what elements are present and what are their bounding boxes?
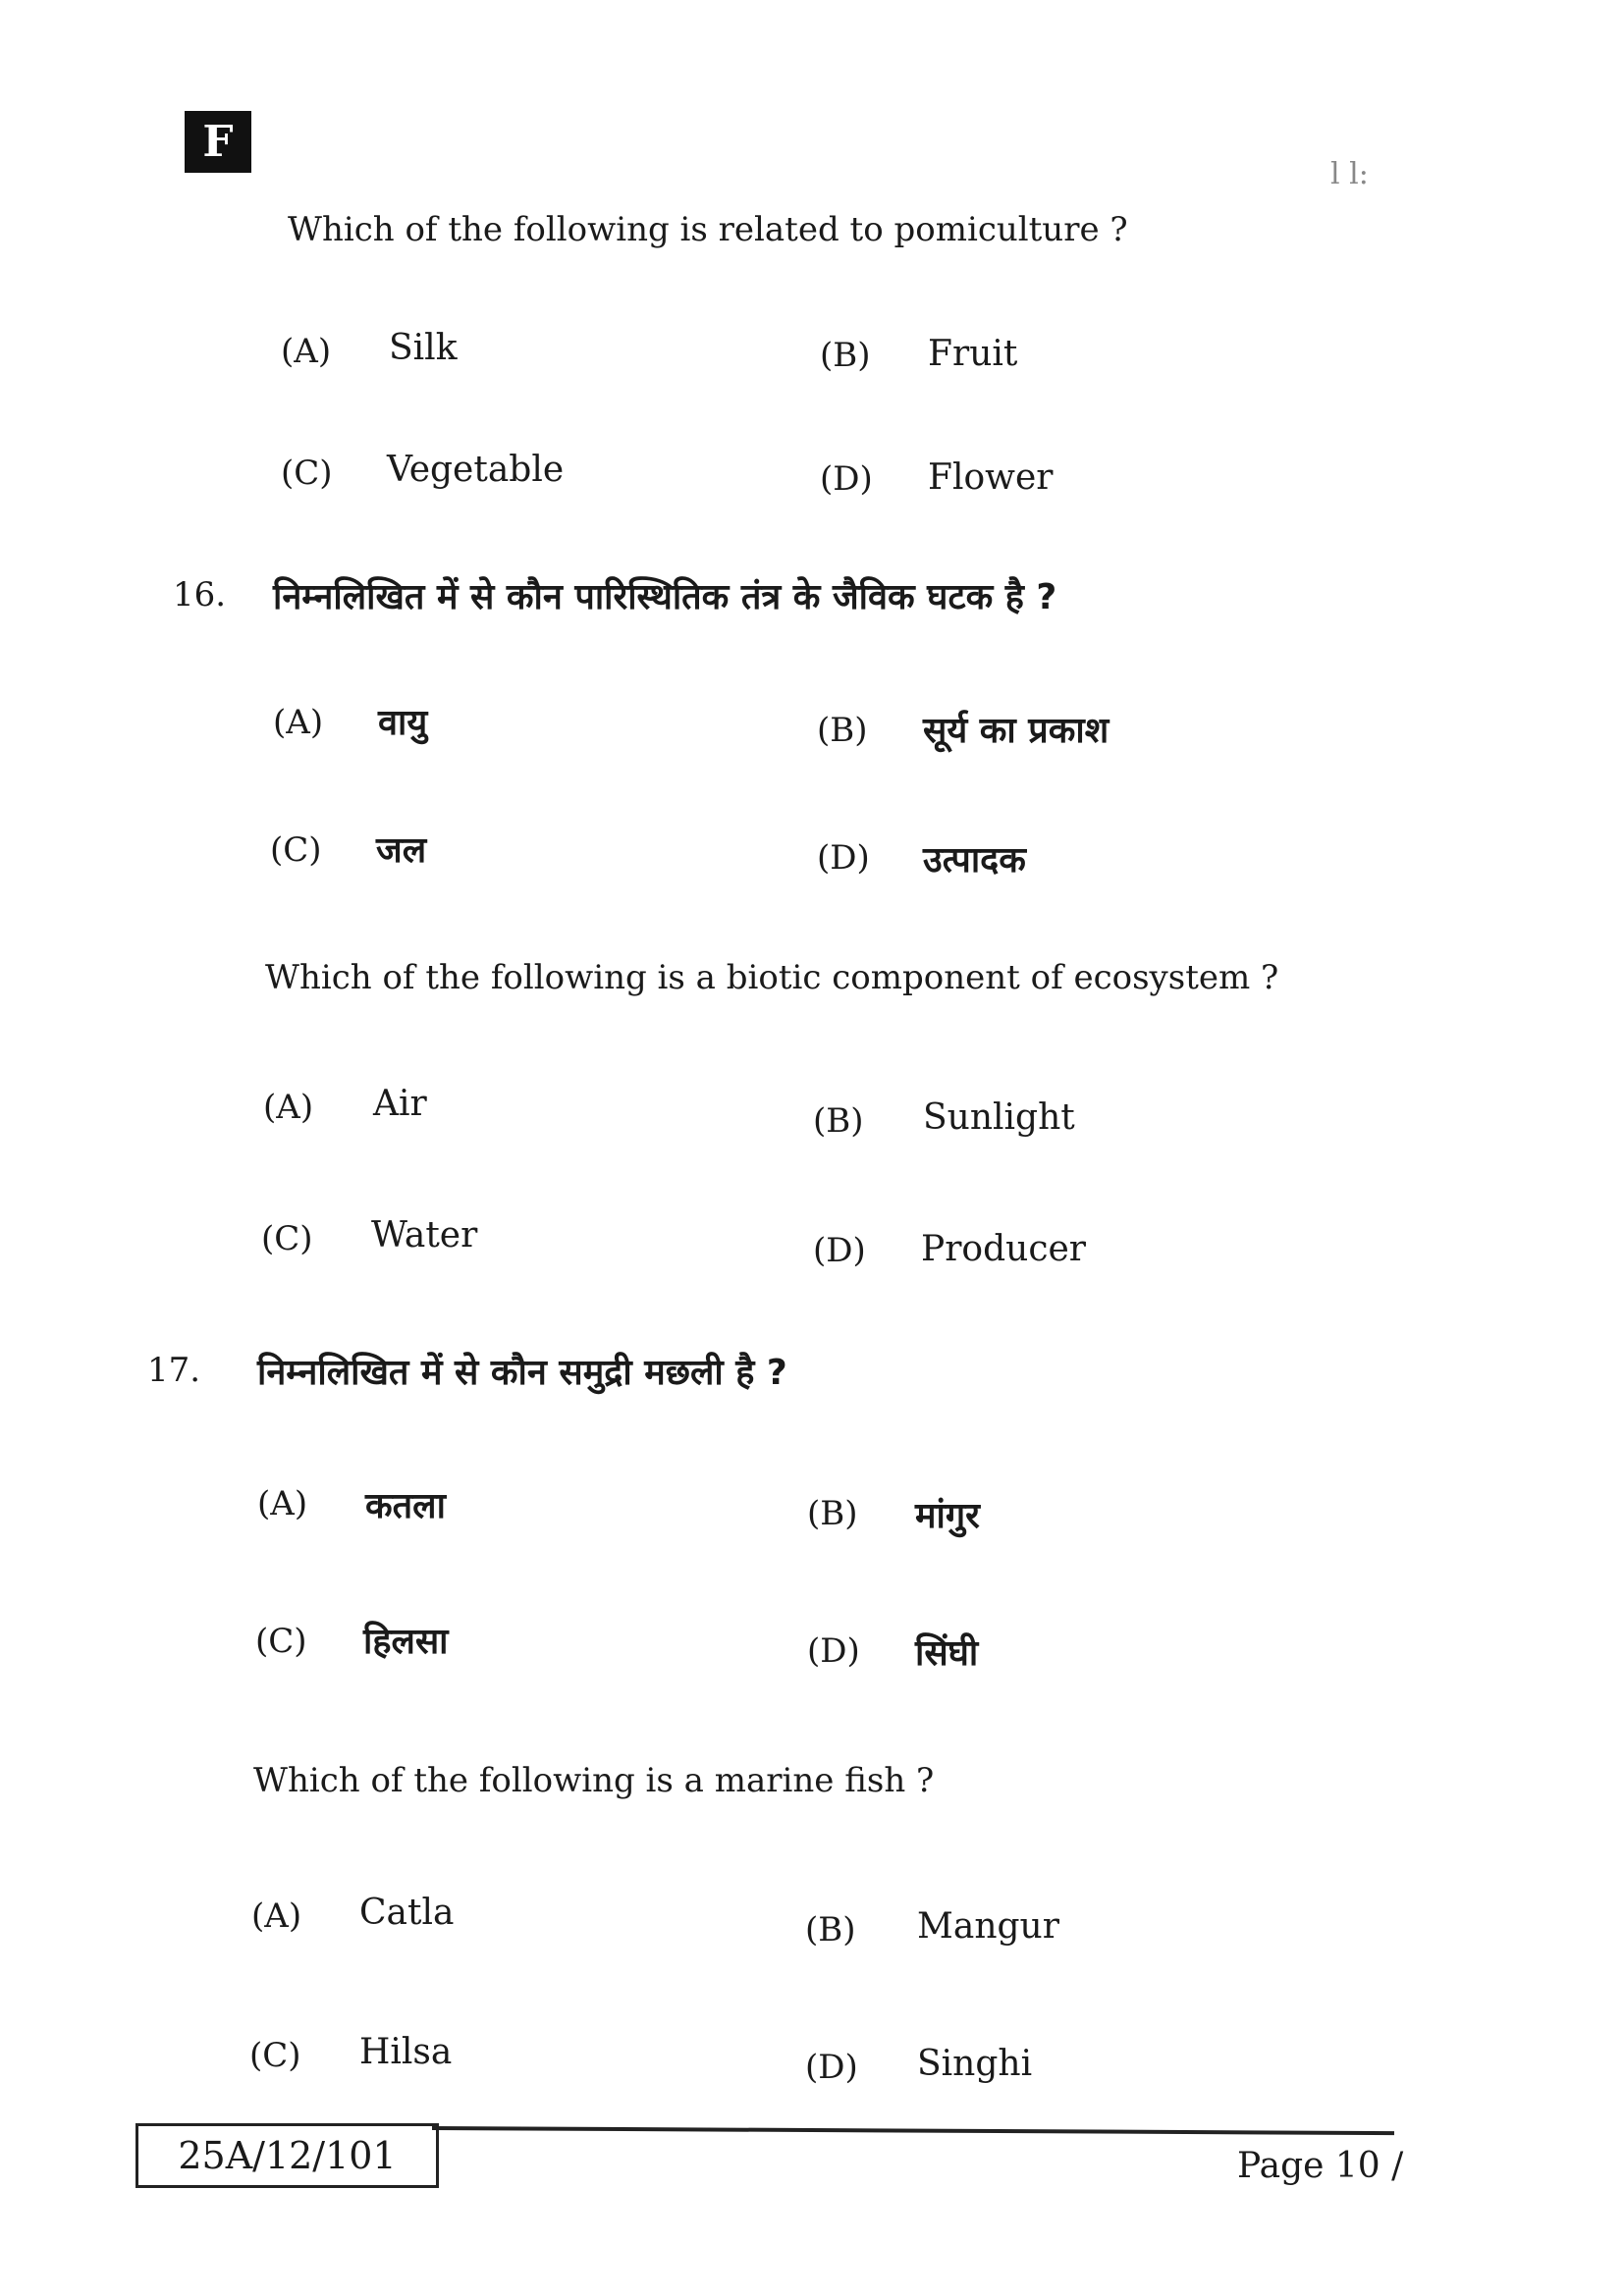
option-label: (D) [817,838,870,878]
option-text: उत्पादक [923,840,1026,881]
option-label: (A) [251,1896,302,1936]
page-set-label: F [185,111,251,173]
option-text: Vegetable [387,450,565,490]
option-label: (B) [805,1910,856,1949]
option-label: (B) [813,1101,864,1141]
option-label: (A) [257,1484,308,1523]
page-number: Page 10 / [1237,2146,1404,2186]
option-label: (A) [263,1088,314,1127]
option-label: (D) [813,1231,866,1270]
option-text: हिलसा [363,1622,449,1662]
question-16-english: Which of the following is a biotic component of ecosystem ? [265,958,1279,997]
question-number: 16. [173,575,227,614]
option-label: (C) [281,454,333,493]
option-label: (D) [807,1631,860,1671]
option-text: Silk [389,328,458,368]
option-text: Singhi [917,2044,1033,2084]
question-17-hindi: निम्नलिखित में से कौन समुद्री मछली है ? [257,1353,787,1393]
question-16-hindi: निम्नलिखित में से कौन पारिस्थितिक तंत्र के जैविक घटक है ? [273,577,1057,617]
option-text: Water [371,1215,478,1255]
option-label: (B) [807,1494,858,1533]
option-label: (C) [249,2036,301,2075]
option-label: (A) [281,332,332,371]
option-label: (C) [261,1219,313,1258]
option-text: कतला [365,1486,446,1526]
question-number: 17. [147,1351,201,1390]
option-label: (D) [805,2048,858,2087]
option-text: Fruit [928,334,1018,374]
paper-code: 25A/12/101 [135,2123,439,2188]
footer-rule [432,2126,1394,2135]
option-text: सिंघी [915,1633,979,1674]
option-label: (C) [255,1622,307,1661]
option-label: (B) [820,336,871,375]
stray-mark: l l: [1330,157,1369,191]
option-label: (A) [273,703,324,742]
option-text: जल [376,830,427,871]
option-text: Catla [359,1893,455,1933]
option-text: मांगुर [915,1496,980,1536]
option-text: सूर्य का प्रकाश [923,711,1110,751]
option-text: Sunlight [923,1097,1075,1138]
option-label: (B) [817,711,868,750]
option-text: Air [373,1084,427,1124]
option-text: Flower [928,457,1054,498]
option-text: Mangur [917,1906,1059,1947]
option-label: (D) [820,459,873,499]
question-17-english: Which of the following is a marine fish ? [253,1761,935,1800]
option-text: Producer [921,1229,1087,1269]
option-text: वायु [378,703,428,743]
option-label: (C) [270,830,322,870]
option-text: Hilsa [359,2032,453,2072]
question-15-english: Which of the following is related to pomiculture ? [288,210,1128,249]
